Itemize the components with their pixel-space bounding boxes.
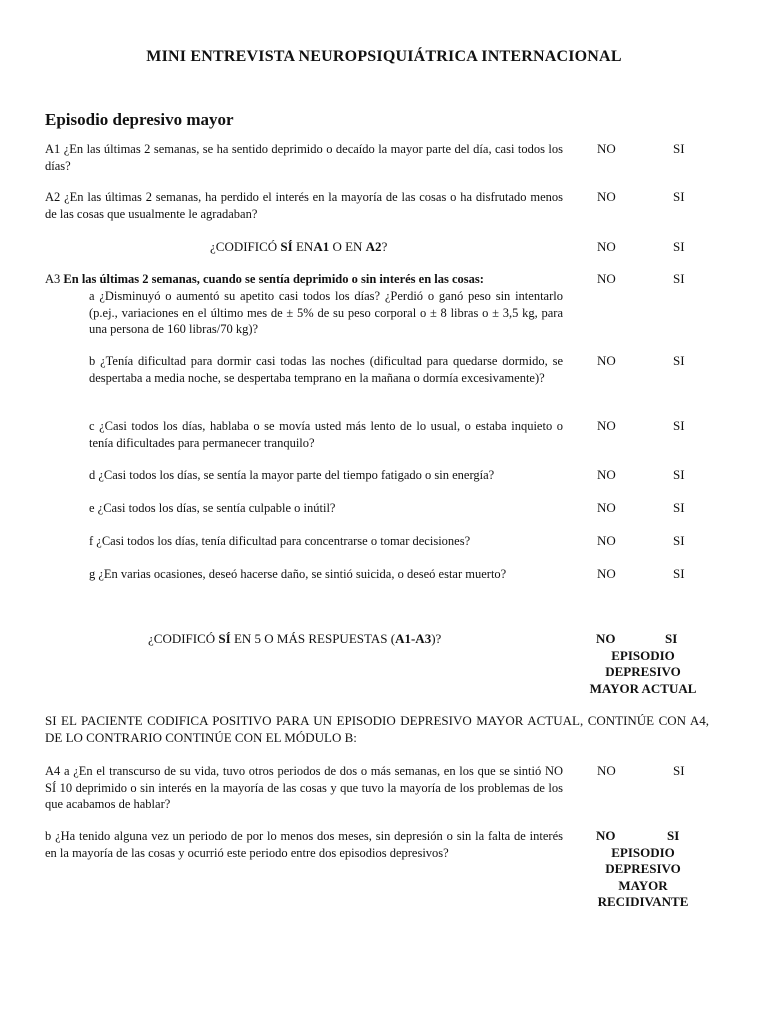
result1-si[interactable]: SI	[665, 631, 678, 646]
answer-no-a2[interactable]: NO	[597, 189, 616, 204]
answer-si-a3g[interactable]: SI	[673, 566, 685, 581]
answer-si-a3c[interactable]: SI	[673, 418, 685, 433]
result-episodio-actual: NO SI EPISODIO DEPRESIVO MAYOR ACTUAL	[589, 631, 697, 696]
answer-no-a3g[interactable]: NO	[597, 566, 616, 581]
answer-no-a4a[interactable]: NO	[597, 763, 616, 778]
question-a3: A3 En las últimas 2 semanas, cuando se sentía deprimido o sin interés en las cosas:	[45, 272, 484, 286]
question-a3c: c ¿Casi todos los días, hablaba o se movía usted más lento de lo usual, o estaba inquieto o tenía dificultades para permanecer tranquilo?	[89, 419, 563, 450]
answer-si-a3[interactable]: SI	[673, 271, 685, 286]
question-a3d: d ¿Casi todos los días, se sentía la mayor parte del tiempo fatigado o sin energía?	[89, 468, 495, 482]
answer-si-a3f[interactable]: SI	[673, 533, 685, 548]
answer-no-a1[interactable]: NO	[597, 141, 616, 156]
result-episodio-recidivante: NO SI EPISODIO DEPRESIVO MAYOR RECIDIVANTE	[596, 828, 689, 909]
document-title: MINI ENTREVISTA NEUROPSIQUIÁTRICA INTERNACIONAL	[146, 48, 622, 65]
question-a3a: a ¿Disminuyó o aumentó su apetito casi todos los días? ¿Perdió o ganó peso sin intentarlo (p.ej., variaciones en el último mes de ± 5% de su peso corporal o ± 8 libras o ± 3,5 kg, para una persona de 160 libras/70 kg)?	[89, 289, 563, 336]
question-a2: A2 ¿En las últimas 2 semanas, ha perdido el interés en la mayoría de las cosas o ha disfrutado menos de las cosas que usualmente le agradaban?	[45, 190, 563, 221]
answer-si-a3d[interactable]: SI	[673, 467, 685, 482]
result2-no[interactable]: NO	[596, 828, 616, 843]
result2-si[interactable]: SI	[667, 828, 680, 843]
coded-question-a1-a3: ¿CODIFICÓ SÍ EN 5 O MÁS RESPUESTAS (A1-A3)?	[148, 631, 442, 646]
answer-si-a3b[interactable]: SI	[673, 353, 685, 368]
question-a4a: A4 a ¿En el transcurso de su vida, tuvo otros periodos de dos o más semanas, en los que se sintió NO SÍ 10 deprimido o sin interés en la mayoría de las cosas y que tuvo la mayoría de los problemas de los que acabamos de hablar?	[45, 764, 563, 811]
question-a1: A1 ¿En las últimas 2 semanas, se ha sentido deprimido o decaído la mayor parte del día, casi todos los días?	[45, 142, 563, 173]
answer-no-coded1[interactable]: NO	[597, 239, 616, 254]
question-a3e: e ¿Casi todos los días, se sentía culpable o inútil?	[89, 501, 336, 515]
section-heading: Episodio depresivo mayor	[45, 110, 234, 129]
answer-si-a2[interactable]: SI	[673, 189, 685, 204]
result1-no[interactable]: NO	[596, 631, 616, 646]
answer-si-coded1[interactable]: SI	[673, 239, 685, 254]
question-a3g: g ¿En varias ocasiones, deseó hacerse daño, se sintió suicida, o deseó estar muerto?	[89, 567, 507, 581]
answer-no-a3c[interactable]: NO	[597, 418, 616, 433]
answer-no-a3b[interactable]: NO	[597, 353, 616, 368]
question-a3f: f ¿Casi todos los días, tenía dificultad para concentrarse o tomar decisiones?	[89, 534, 471, 548]
answer-no-a3f[interactable]: NO	[597, 533, 616, 548]
answer-si-a3e[interactable]: SI	[673, 500, 685, 515]
answer-si-a1[interactable]: SI	[673, 141, 685, 156]
coded-question-a1-a2: ¿CODIFICÓ SÍ ENA1 O EN A2?	[210, 239, 388, 254]
answer-si-a4a[interactable]: SI	[673, 763, 685, 778]
answer-no-a3e[interactable]: NO	[597, 500, 616, 515]
instruction-note: SI EL PACIENTE CODIFICA POSITIVO PARA UN EPISODIO DEPRESIVO MAYOR ACTUAL, CONTINÚE CON A4, DE LO CONTRARIO CONTINÚE CON EL MÓDULO B:	[45, 713, 709, 745]
question-a3b: b ¿Tenía dificultad para dormir casi todas las noches (dificultad para quedarse dormido, se despertaba a media noche, se despertaba temprano en la mañana o dormía excesivamente)?	[89, 354, 563, 385]
answer-no-a3d[interactable]: NO	[597, 467, 616, 482]
question-a4b: b ¿Ha tenido alguna vez un periodo de por lo menos dos meses, sin depresión o sin la falta de interés en la mayoría de las cosas y ocurrió este periodo entre dos episodios depresivos?	[45, 829, 563, 860]
answer-no-a3[interactable]: NO	[597, 271, 616, 286]
